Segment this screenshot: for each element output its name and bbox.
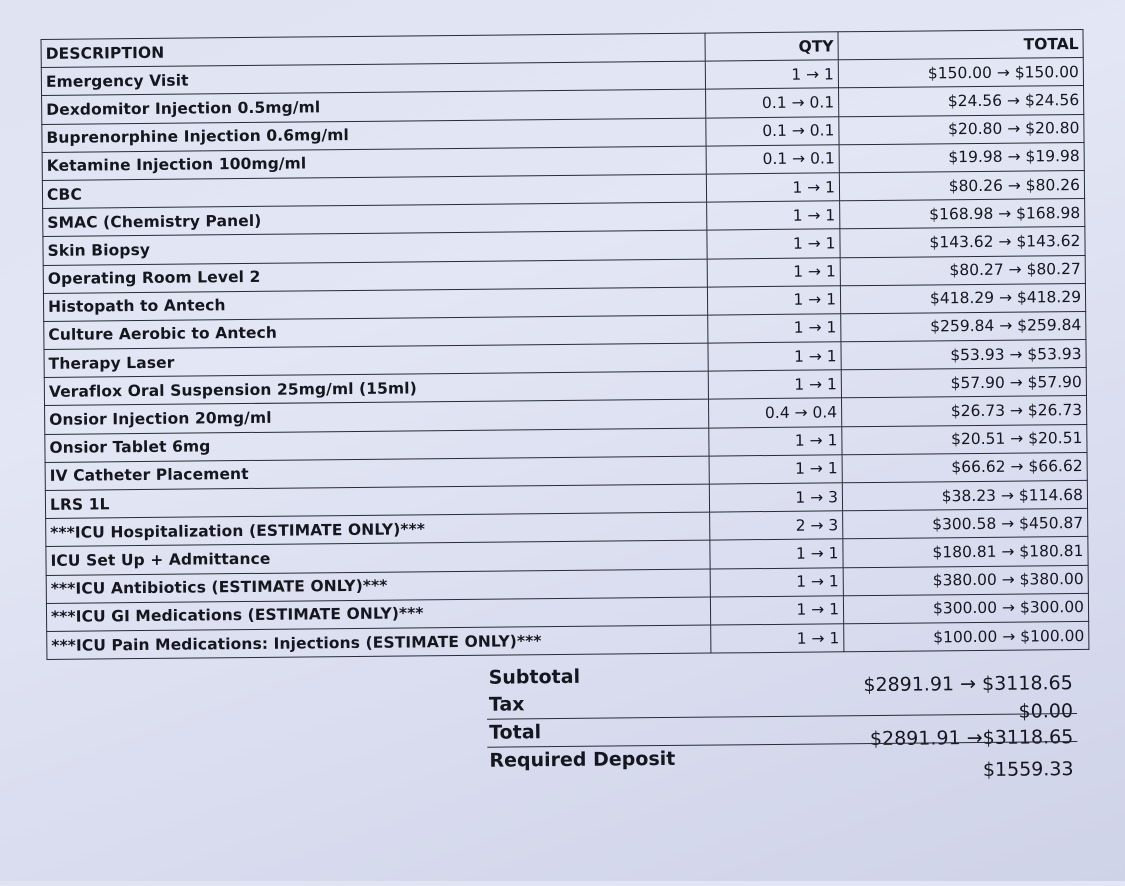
item-total: $19.98 → $19.98	[839, 142, 1084, 173]
header-total: TOTAL	[838, 29, 1083, 60]
item-total: $180.81 → $180.81	[843, 537, 1088, 568]
item-description: Skin Biopsy	[43, 230, 707, 265]
item-total: $259.84 → $259.84	[841, 311, 1086, 342]
item-total: $80.26 → $80.26	[839, 170, 1084, 201]
header-description: DESCRIPTION	[41, 33, 705, 68]
item-qty: 1 → 1	[710, 539, 843, 568]
item-qty: 1 → 1	[707, 285, 840, 314]
item-qty: 1 → 1	[708, 370, 841, 399]
item-description: Onsior Tablet 6mg	[45, 428, 709, 463]
totals-summary	[487, 659, 1078, 781]
item-qty: 1 → 1	[707, 201, 840, 230]
item-description: ICU Set Up + Admittance	[46, 540, 710, 575]
deposit-label: Required Deposit	[489, 747, 676, 772]
item-description: CBC	[42, 174, 706, 209]
item-qty: 1 → 1	[706, 173, 839, 202]
item-qty: 0.1 → 0.1	[706, 88, 839, 117]
deposit-value: $1559.33	[982, 758, 1074, 781]
item-description: IV Catheter Placement	[45, 456, 709, 491]
item-description: ***ICU GI Medications (ESTIMATE ONLY)***	[46, 597, 710, 632]
total-label: Total	[489, 721, 542, 744]
item-qty: 1 → 1	[709, 426, 842, 455]
subtotal-label: Subtotal	[488, 665, 581, 689]
item-total: $300.58 → $450.87	[843, 509, 1088, 540]
item-description: Onsior Injection 20mg/ml	[45, 400, 709, 435]
item-description: LRS 1L	[45, 484, 709, 519]
item-description: Histopath to Antech	[43, 287, 707, 322]
item-qty: 0.4 → 0.4	[709, 398, 842, 427]
item-total: $150.00 → $150.00	[838, 58, 1083, 89]
item-total: $57.90 → $57.90	[841, 368, 1086, 399]
item-total: $168.98 → $168.98	[840, 199, 1085, 230]
item-description: Culture Aerobic to Antech	[44, 315, 708, 350]
item-qty: 0.1 → 0.1	[706, 145, 839, 174]
subtotal-value: $2891.91 → $3118.65	[863, 672, 1073, 697]
item-total: $26.73 → $26.73	[841, 396, 1086, 427]
item-total: $20.80 → $20.80	[839, 114, 1084, 145]
item-qty: 1 → 1	[710, 596, 843, 625]
item-qty: 1 → 1	[708, 314, 841, 343]
item-description: Emergency Visit	[41, 61, 705, 96]
item-qty: 0.1 → 0.1	[706, 116, 839, 145]
item-qty: 2 → 3	[710, 511, 843, 540]
tax-value: $0.00	[1018, 700, 1074, 723]
item-total: $20.51 → $20.51	[842, 424, 1087, 455]
item-qty: 1 → 1	[707, 257, 840, 286]
tax-label: Tax	[488, 693, 525, 716]
line-items-table	[41, 29, 1090, 660]
item-total: $24.56 → $24.56	[839, 86, 1084, 117]
item-total: $380.00 → $380.00	[843, 565, 1088, 596]
header-qty: QTY	[705, 32, 838, 61]
item-total: $300.00 → $300.00	[843, 593, 1088, 624]
item-qty: 1 → 1	[707, 229, 840, 258]
item-description: Operating Room Level 2	[43, 259, 707, 294]
item-description: SMAC (Chemistry Panel)	[43, 202, 707, 237]
total-value: $2891.91 →$3118.65	[869, 726, 1074, 751]
item-qty: 1 → 1	[708, 342, 841, 371]
item-total: $66.62 → $66.62	[842, 452, 1087, 483]
item-description: ***ICU Hospitalization (ESTIMATE ONLY)***	[46, 512, 710, 547]
item-total: $100.00 → $100.00	[844, 621, 1089, 652]
item-total: $143.62 → $143.62	[840, 227, 1085, 258]
item-qty: 1 → 1	[710, 567, 843, 596]
item-qty: 1 → 1	[711, 624, 844, 653]
item-description: Therapy Laser	[44, 343, 708, 378]
item-description: Ketamine Injection 100mg/ml	[42, 146, 706, 181]
deposit-row	[487, 741, 1077, 781]
item-total: $38.23 → $114.68	[842, 480, 1087, 511]
item-total: $80.27 → $80.27	[840, 255, 1085, 286]
item-description: ***ICU Pain Medications: Injections (ESTIMATE ONLY)***	[47, 625, 711, 660]
item-description: Dexdomitor Injection 0.5mg/ml	[42, 89, 706, 124]
item-qty: 1 → 3	[709, 483, 842, 512]
item-description: ***ICU Antibiotics (ESTIMATE ONLY)***	[46, 569, 710, 604]
item-description: Buprenorphine Injection 0.6mg/ml	[42, 118, 706, 153]
item-qty: 1 → 1	[709, 455, 842, 484]
item-total: $418.29 → $418.29	[840, 283, 1085, 314]
item-description: Veraflox Oral Suspension 25mg/ml (15ml)	[44, 371, 708, 406]
item-qty: 1 → 1	[705, 60, 838, 89]
item-total: $53.93 → $53.93	[841, 340, 1086, 371]
